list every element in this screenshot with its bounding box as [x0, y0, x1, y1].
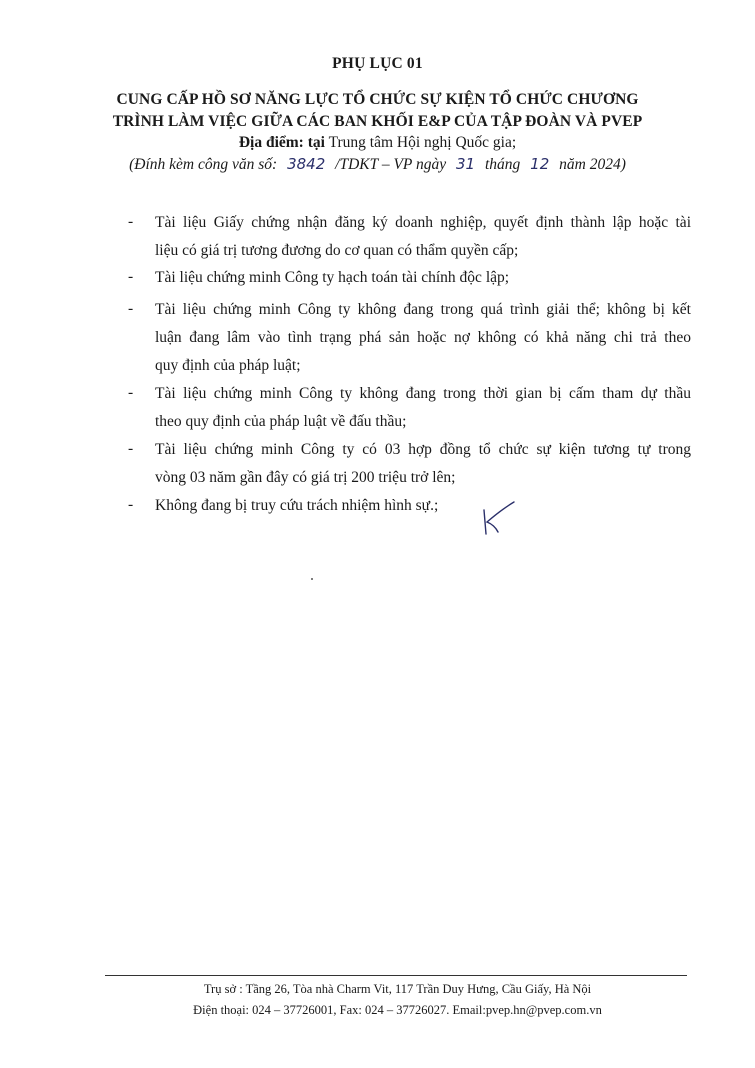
- list-item: [155, 296, 691, 380]
- list-item-line: theo quy định của pháp luật về đấu thầu;: [155, 413, 407, 430]
- list-item-line: vòng 03 năm gần đây có giá trị 200 triệu trở lên;: [155, 469, 456, 486]
- footer-contact: Điện thoại: 024 – 37726001, Fax: 024 – 37726027. Email:pvep.hn@pvep.com.vn: [193, 1003, 602, 1017]
- attach-year: năm 2024): [559, 156, 626, 173]
- handwritten-document-number: 3842: [287, 155, 326, 173]
- document-title-line-1: CUNG CẤP HỒ SƠ NĂNG LỰC TỔ CHỨC SỰ KIỆN TỔ CHỨC CHƯƠNG: [116, 91, 639, 108]
- location-line: [0, 134, 755, 152]
- list-bullet: -: [128, 384, 134, 401]
- attachment-reference: [0, 155, 755, 174]
- handwritten-day: 31: [456, 155, 476, 173]
- list-item-line: Tài liệu chứng minh Công ty hạch toán tài chính độc lập;: [155, 269, 510, 286]
- list-item-line: quy định của pháp luật;: [155, 357, 301, 374]
- location-value: Trung tâm Hội nghị Quốc gia;: [328, 134, 517, 151]
- list-bullet: -: [128, 213, 134, 230]
- list-bullet: -: [128, 268, 134, 285]
- list-item-line: Tài liệu chứng minh Công ty có 03 hợp đồng tổ chức sự kiện tương tự trong: [155, 441, 691, 458]
- list-item: [155, 492, 691, 520]
- location-label: Địa điểm:: [238, 134, 304, 151]
- list-bullet: -: [128, 300, 134, 317]
- attach-mid: /TDKT – VP ngày: [335, 156, 447, 173]
- stray-dot: [311, 578, 313, 580]
- list-item-line: Tài liệu Giấy chứng nhận đăng ký doanh nghiệp, quyết định thành lập hoặc tài: [155, 214, 691, 231]
- list-item-line: Không đang bị truy cứu trách nhiệm hình sự.;: [155, 497, 439, 514]
- list-item-line: Tài liệu chứng minh Công ty không đang trong thời gian bị cấm tham dự thầu: [155, 385, 691, 402]
- list-item-line: liệu có giá trị tương đương do cơ quan có thẩm quyền cấp;: [155, 242, 519, 259]
- list-item-line: luận đang lâm vào tình trạng phá sản hoặc nợ không có khả năng chi trả theo: [155, 329, 691, 346]
- appendix-title: PHỤ LỤC 01: [332, 55, 423, 72]
- footer-address: Trụ sở : Tầng 26, Tòa nhà Charm Vit, 117 Trần Duy Hưng, Cầu Giấy, Hà Nội: [203, 982, 592, 996]
- handwritten-month: 12: [530, 155, 550, 173]
- location-prefix: tại: [307, 134, 325, 151]
- footer-divider: [105, 975, 687, 976]
- document-title-line-2: TRÌNH LÀM VIỆC GIỮA CÁC BAN KHỐI E&P CỦA TẬP ĐOÀN VÀ PVEP: [112, 113, 643, 130]
- list-item: [155, 380, 691, 436]
- list-bullet: -: [128, 440, 134, 457]
- list-item: [155, 209, 691, 265]
- attach-prefix: (Đính kèm công văn số:: [129, 156, 278, 173]
- list-bullet: -: [128, 496, 134, 513]
- list-item-line: Tài liệu chứng minh Công ty không đang trong quá trình giải thể; không bị kết: [155, 301, 691, 318]
- list-item: [155, 436, 691, 492]
- initial-signature-mark: [478, 498, 518, 538]
- attach-month-label: tháng: [484, 156, 521, 173]
- list-item: [155, 264, 691, 292]
